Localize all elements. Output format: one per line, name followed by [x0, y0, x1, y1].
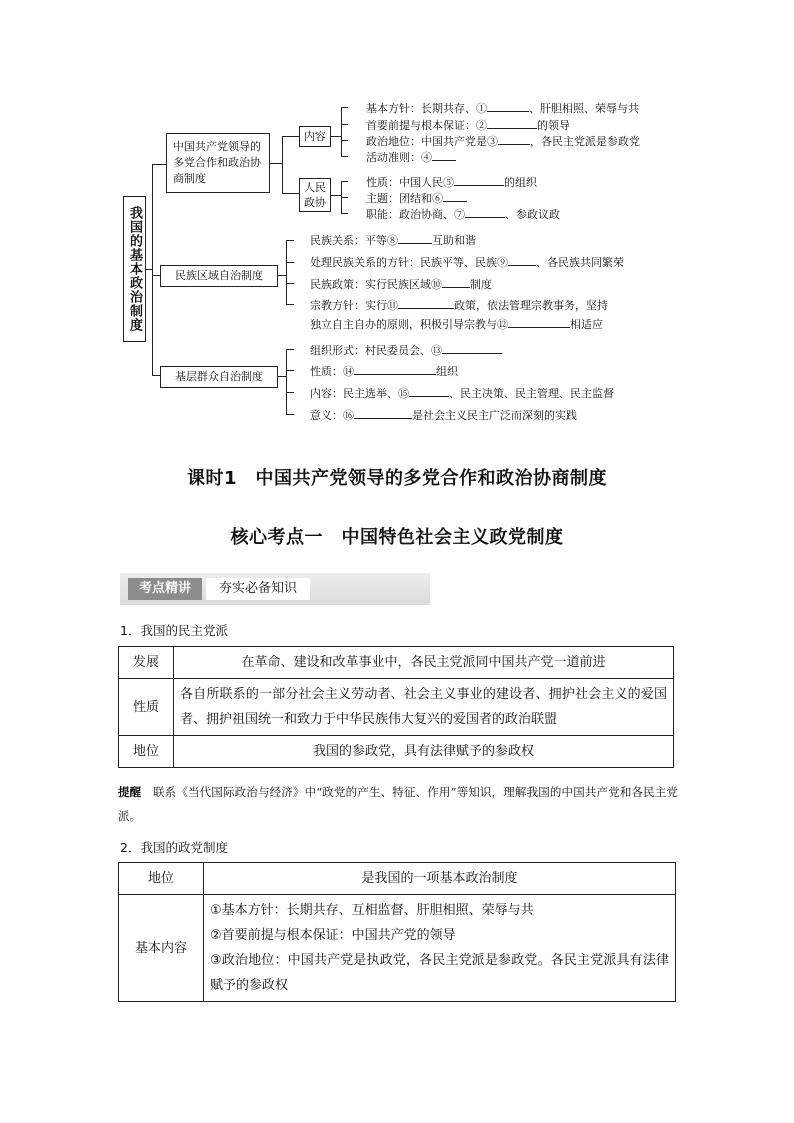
- tip-paragraph: [118, 780, 678, 828]
- table-party-system: [118, 862, 676, 1002]
- content-line-3: ③政治地位：中国共产党是执政党，各民主党派是参政党。各民主党派具有法律赋予的参政权: [210, 953, 669, 993]
- row-label: 地位: [119, 736, 174, 768]
- lesson-title: 课时1 中国共产党领导的多党合作和政治协商制度: [186, 468, 608, 489]
- banner-text: 夯实必备知识: [206, 578, 310, 600]
- table-row: [119, 647, 674, 679]
- core-point-title: 核心考点一 中国特色社会主义政党制度: [230, 527, 564, 548]
- grassroots-item-3: 内容：民主选举、⑮ 、民主决策、民主管理、民主监督: [310, 387, 614, 400]
- table-row: [119, 863, 676, 895]
- content-item-2: 首要前提与根本保证：② 的领导: [366, 119, 570, 132]
- cppcc-item-1: 性质：中国人民⑤ 的组织: [366, 176, 537, 189]
- node-cppcc: 人民政协: [299, 178, 331, 212]
- row-content: [204, 895, 676, 1002]
- ethnic-item-1: 民族关系：平等⑧ 互助和谐: [310, 234, 476, 247]
- grassroots-item-2: 性质：⑭ 组织: [310, 365, 458, 378]
- branch-grassroots: 基层群众自治制度: [160, 366, 278, 388]
- section1-heading: 1．我国的民主党派: [120, 623, 228, 638]
- tip-text: 联系《当代国际政治与经济》中“政党的产生、特征、作用”等知识，理解我国的中国共产党和各民主党派。: [118, 785, 679, 823]
- row-text: 在革命、建设和改革事业中，各民主党派同中国共产党一道前进: [174, 647, 674, 679]
- mindmap-root: 我国的基本政治制度: [123, 196, 146, 342]
- content-line-1: ①基本方针：长期共存、互相监督、肝胆相照、荣辱与共: [210, 903, 534, 918]
- grassroots-item-4: 意义：⑯ 是社会主义民主广泛而深刻的实践: [310, 409, 577, 422]
- ethnic-item-4: 宗教方针：实行⑪ 政策，依法管理宗教事务，坚持: [310, 299, 608, 312]
- ethnic-item-2: 处理民族关系的方针：民族平等、民族⑨ 、各民族共同繁荣: [310, 256, 624, 269]
- row-text: 是我国的一项基本政治制度: [204, 863, 676, 895]
- ethnic-item-5: 独立自主自办的原则，积极引导宗教与⑫ 相适应: [310, 318, 603, 331]
- table-row: [119, 895, 676, 1002]
- branch-multiparty: 中国共产党领导的多党合作和政治协商制度: [166, 133, 270, 193]
- row-label: 地位: [119, 863, 204, 895]
- table-row: [119, 736, 674, 768]
- table-row: [119, 679, 674, 736]
- tip-label: 提醒: [118, 785, 142, 799]
- row-text: 我国的参政党，具有法律赋予的参政权: [174, 736, 674, 768]
- row-label: 基本内容: [119, 895, 204, 1002]
- grassroots-item-1: 组织形式：村民委员会、⑬: [310, 342, 502, 358]
- row-text: 各自所联系的一部分社会主义劳动者、社会主义事业的建设者、拥护社会主义的爱国者、拥护祖国统一和致力于中华民族伟大复兴的爱国者的政治联盟: [174, 679, 674, 736]
- branch-ethnic-autonomy: 民族区域自治制度: [160, 265, 278, 287]
- content-line-2: ②首要前提与根本保证：中国共产党的领导: [210, 928, 456, 943]
- cppcc-item-2: 主题：团结和⑥: [366, 190, 467, 206]
- row-label: 性质: [119, 679, 174, 736]
- section-banner: [120, 573, 430, 605]
- content-item-3: 政治地位：中国共产党是③ ，各民主党派是参政党: [366, 135, 640, 148]
- row-label: 发展: [119, 647, 174, 679]
- section2-heading: 2．我国的政党制度: [120, 840, 228, 855]
- content-item-1: 基本方针：长期共存、① 、肝胆相照、荣辱与共: [366, 102, 639, 115]
- content-item-4: 活动准则：④: [366, 149, 456, 165]
- banner-tag: 考点精讲: [128, 578, 202, 600]
- ethnic-item-3: 民族政策：实行民族区域⑩ 制度: [310, 278, 492, 291]
- table-democratic-parties: [118, 646, 674, 768]
- node-content: 内容: [299, 126, 331, 147]
- cppcc-item-3: 职能：政治协商、⑦ 、参政议政: [366, 208, 560, 221]
